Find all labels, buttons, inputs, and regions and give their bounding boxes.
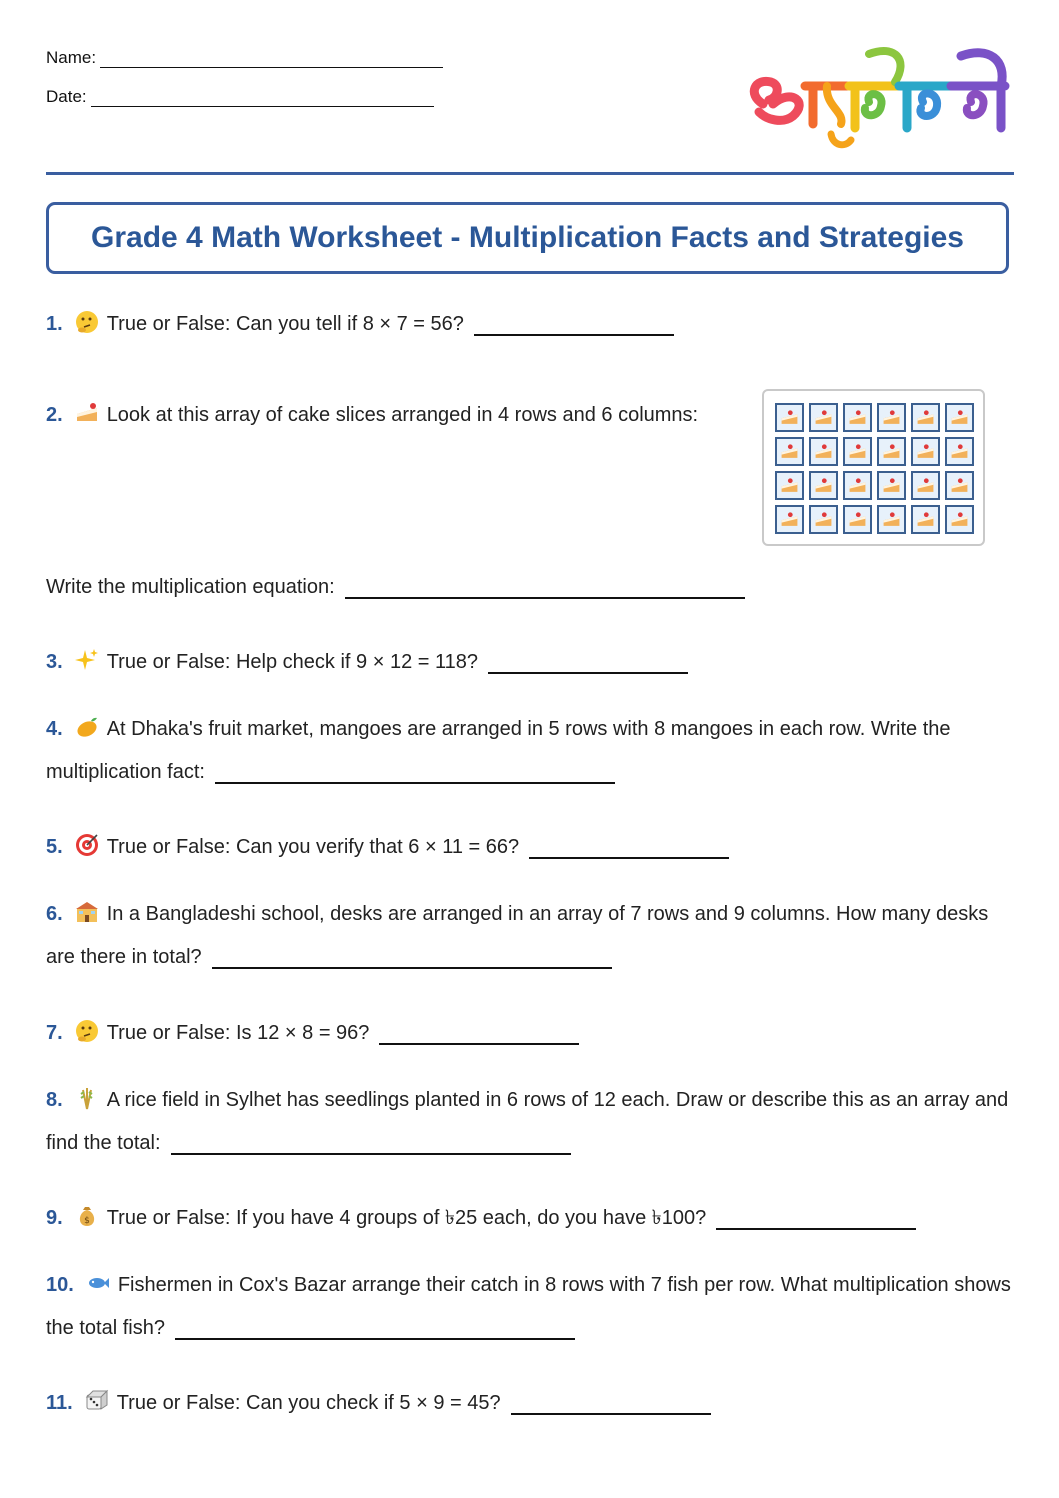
question-number: 2. bbox=[46, 404, 63, 426]
answer-blank[interactable] bbox=[171, 1131, 571, 1155]
question-6 bbox=[46, 893, 1021, 979]
cake-array-cell bbox=[911, 403, 940, 432]
question-text: True or False: Can you tell if 8 × 7 = 56? bbox=[106, 313, 464, 335]
answer-blank[interactable] bbox=[175, 1316, 575, 1340]
question-8 bbox=[46, 1079, 1021, 1165]
cake-array-cell bbox=[843, 437, 872, 466]
answer-blank[interactable] bbox=[511, 1391, 711, 1415]
cake-array-cell bbox=[877, 403, 906, 432]
date-label: Date: bbox=[46, 87, 87, 106]
cake-array-cell bbox=[843, 403, 872, 432]
cake-slice-icon bbox=[814, 408, 833, 427]
cake-slice-icon bbox=[814, 476, 833, 495]
dice-icon bbox=[85, 1389, 109, 1413]
cake-slice-icon bbox=[950, 408, 969, 427]
question-7 bbox=[46, 1012, 1021, 1055]
answer-blank[interactable] bbox=[345, 575, 745, 599]
question-number: 8. bbox=[46, 1089, 63, 1111]
cake-array-cell bbox=[945, 403, 974, 432]
cake-slice-icon bbox=[780, 442, 799, 461]
cake-array-cell bbox=[809, 505, 838, 534]
cake-array-cell bbox=[877, 437, 906, 466]
thinking-face-icon bbox=[75, 1019, 99, 1043]
answer-blank[interactable] bbox=[379, 1021, 579, 1045]
cake-array-cell bbox=[911, 437, 940, 466]
question-number: 11. bbox=[46, 1392, 73, 1414]
cake-array-cell bbox=[911, 505, 940, 534]
question-number: 4. bbox=[46, 718, 63, 740]
question-4 bbox=[46, 708, 1021, 794]
cake-slice-icon bbox=[75, 401, 99, 425]
cake-array-cell bbox=[775, 505, 804, 534]
cake-slice-icon bbox=[882, 510, 901, 529]
cake-array-cell bbox=[775, 471, 804, 500]
question-number: 6. bbox=[46, 903, 63, 925]
cake-slice-icon bbox=[882, 408, 901, 427]
svg-text:$: $ bbox=[83, 1216, 90, 1226]
cake-array bbox=[762, 389, 985, 546]
question-text: True or False: If you have 4 groups of ৳25 each, do you have ৳100? bbox=[106, 1207, 707, 1229]
answer-blank[interactable] bbox=[474, 312, 674, 336]
name-field-row bbox=[46, 48, 443, 68]
cake-array-cell bbox=[877, 471, 906, 500]
cake-slice-icon bbox=[916, 476, 935, 495]
name-label: Name: bbox=[46, 48, 97, 67]
question-number: 7. bbox=[46, 1022, 63, 1044]
question-text: At Dhaka's fruit market, mangoes are arranged in 5 rows with 8 mangoes in each row. Write the multiplication fact: bbox=[46, 718, 951, 783]
header-divider bbox=[46, 172, 1014, 175]
question-5 bbox=[46, 826, 1021, 869]
question-3 bbox=[46, 641, 1021, 684]
question-11 bbox=[46, 1382, 1021, 1425]
question-text: A rice field in Sylhet has seedlings planted in 6 rows of 12 each. Draw or describe this as an array and find the total: bbox=[46, 1089, 1009, 1154]
worksheet-title-box bbox=[46, 202, 1009, 274]
cake-slice-icon bbox=[780, 408, 799, 427]
answer-blank[interactable] bbox=[716, 1206, 916, 1230]
cake-slice-icon bbox=[950, 476, 969, 495]
cake-array-cell bbox=[809, 403, 838, 432]
cake-array-cell bbox=[775, 403, 804, 432]
question-2 bbox=[46, 394, 766, 437]
question-text: Fishermen in Cox's Bazar arrange their catch in 8 rows with 7 fish per row. What multiplication shows the total fish? bbox=[46, 1274, 1011, 1339]
cake-array-cell bbox=[809, 437, 838, 466]
cake-slice-icon bbox=[882, 476, 901, 495]
answer-blank[interactable] bbox=[529, 835, 729, 859]
worksheet-title: Grade 4 Math Worksheet - Multiplication Facts and Strategies bbox=[91, 221, 964, 254]
question-subtext: Write the multiplication equation: bbox=[46, 576, 335, 598]
cake-array-cell bbox=[911, 471, 940, 500]
question-10 bbox=[46, 1264, 1021, 1350]
cake-array-cell bbox=[775, 437, 804, 466]
target-icon bbox=[75, 833, 99, 857]
question-9 bbox=[46, 1197, 1021, 1240]
answer-blank[interactable] bbox=[215, 760, 615, 784]
cake-slice-icon bbox=[848, 408, 867, 427]
cake-slice-icon bbox=[950, 442, 969, 461]
cake-array-grid bbox=[775, 403, 974, 534]
question-number: 1. bbox=[46, 313, 63, 335]
date-input-line[interactable] bbox=[91, 92, 434, 107]
answer-blank[interactable] bbox=[488, 650, 688, 674]
cake-array-cell bbox=[945, 437, 974, 466]
question-1 bbox=[46, 303, 1021, 346]
cake-slice-icon bbox=[780, 476, 799, 495]
mango-icon bbox=[75, 715, 99, 739]
question-2-equation bbox=[46, 566, 1021, 609]
cake-slice-icon bbox=[848, 510, 867, 529]
question-number: 9. bbox=[46, 1207, 63, 1229]
cake-slice-icon bbox=[950, 510, 969, 529]
cake-slice-icon bbox=[780, 510, 799, 529]
cake-array-cell bbox=[843, 471, 872, 500]
question-number: 3. bbox=[46, 651, 63, 673]
cake-array-cell bbox=[877, 505, 906, 534]
cake-array-cell bbox=[945, 471, 974, 500]
cake-slice-icon bbox=[848, 442, 867, 461]
date-field-row bbox=[46, 87, 434, 107]
question-text: In a Bangladeshi school, desks are arranged in an array of 7 rows and 9 columns. How many desks are there in total? bbox=[46, 903, 989, 968]
answer-blank[interactable] bbox=[212, 945, 612, 969]
fish-icon bbox=[86, 1271, 110, 1295]
cake-slice-icon bbox=[916, 408, 935, 427]
cake-slice-icon bbox=[814, 442, 833, 461]
brand-logo bbox=[745, 42, 1020, 154]
thinking-face-icon bbox=[75, 310, 99, 334]
name-input-line[interactable] bbox=[100, 53, 443, 68]
question-text: True or False: Can you check if 5 × 9 = 45? bbox=[116, 1392, 501, 1414]
cake-slice-icon bbox=[848, 476, 867, 495]
question-text: True or False: Is 12 × 8 = 96? bbox=[106, 1022, 370, 1044]
cake-array-cell bbox=[945, 505, 974, 534]
cake-slice-icon bbox=[916, 510, 935, 529]
cake-array-cell bbox=[843, 505, 872, 534]
cake-slice-icon bbox=[916, 442, 935, 461]
money-bag-icon bbox=[75, 1204, 99, 1228]
cake-slice-icon bbox=[882, 442, 901, 461]
sparkles-icon bbox=[75, 648, 99, 672]
question-number: 10. bbox=[46, 1274, 74, 1296]
question-text: True or False: Can you verify that 6 × 11 = 66? bbox=[106, 836, 520, 858]
rice-sheaf-icon bbox=[75, 1086, 99, 1110]
question-text: Look at this array of cake slices arranged in 4 rows and 6 columns: bbox=[106, 404, 699, 426]
cake-slice-icon bbox=[814, 510, 833, 529]
question-text: True or False: Help check if 9 × 12 = 118? bbox=[106, 651, 478, 673]
question-number: 5. bbox=[46, 836, 63, 858]
cake-array-cell bbox=[809, 471, 838, 500]
school-icon bbox=[75, 900, 99, 924]
